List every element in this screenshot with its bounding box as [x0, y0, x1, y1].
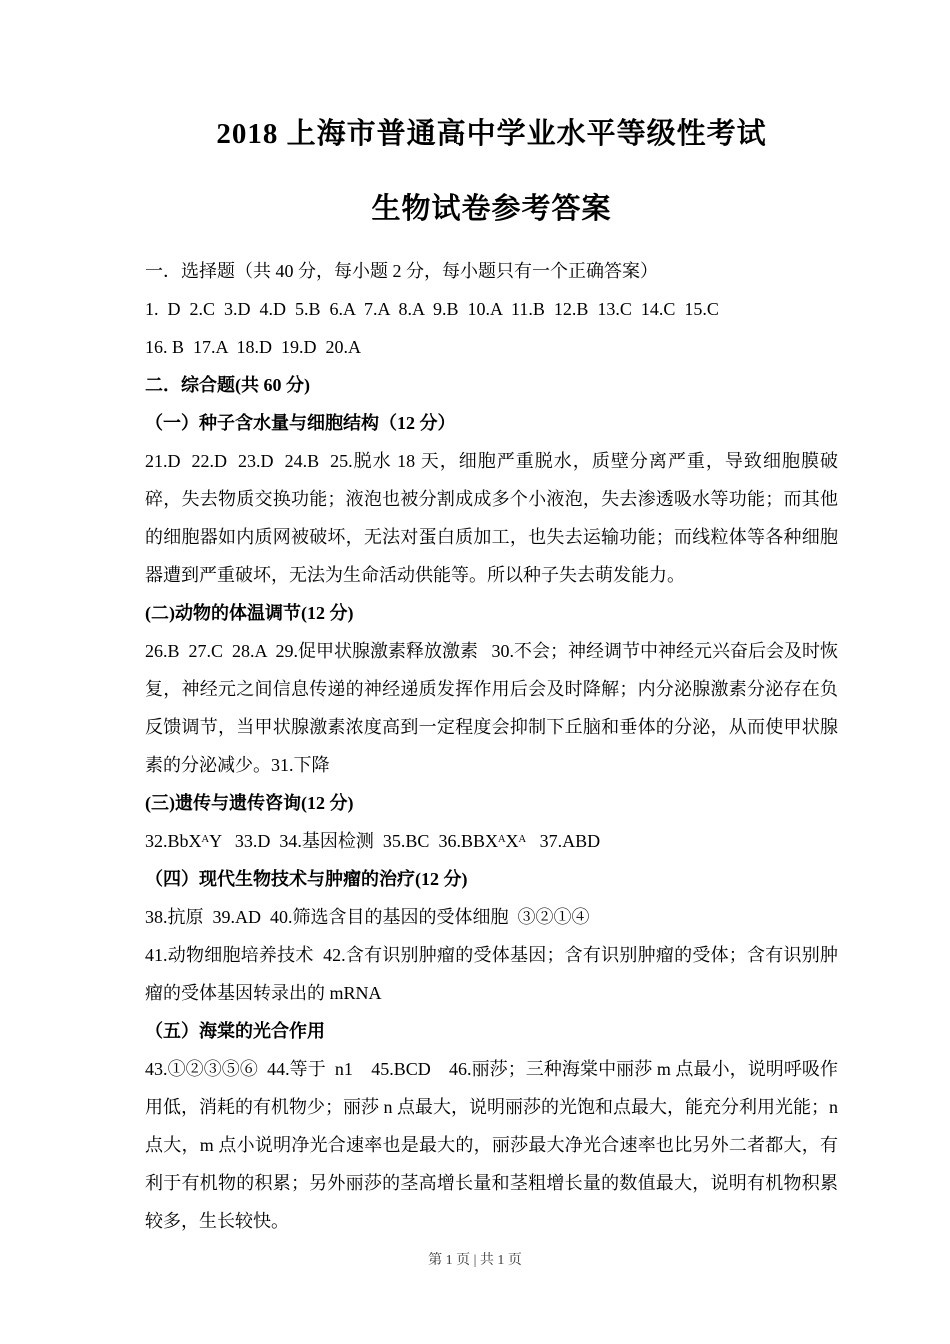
part4-heading: （四）现代生物技术与肿瘤的治疗(12 分): [145, 869, 468, 889]
part4-answers-line1: 38.抗原 39.AD 40.筛选含目的基因的受体细胞 ③②①④: [145, 907, 590, 927]
choice-answers-1-15: 1. D 2.C 3.D 4.D 5.B 6.A 7.A 8.A 9.B 10.A 11.B 12.B 13.C 14.C 15.C: [145, 299, 719, 319]
part5-answers: 43.①②③⑤⑥ 44.等于 n1 45.BCD 46.丽莎；三种海棠中丽莎 m 点最小，说明呼吸作用低，消耗的有机物少；丽莎 n 点最大，说明丽莎的光饱和点最大，能充分利用光能；n 点大，m 点小说明净光合速率也是最大的，丽莎最大净光合速率也比另外二者都大，有利于有机物的积累；另外丽莎的茎高增长量和茎粗增长量的数值最大，说明有机物积累较多，生长较快。: [145, 1059, 843, 1231]
choice-section-heading: 一．选择题（共 40 分，每小题 2 分，每小题只有一个正确答案）: [145, 261, 658, 281]
exam-title: 2018 上海市普通高中学业水平等级性考试: [216, 118, 767, 150]
part4-answers: 41.动物细胞培养技术 42.含有识别肿瘤的受体基因；含有识别肿瘤的受体；含有识别肿瘤的受体基因转录出的 mRNA: [145, 945, 838, 1003]
exam-subtitle: 生物试卷参考答案: [371, 193, 612, 225]
page-footer: 第 1 页 | 共 1 页: [428, 1253, 522, 1268]
document-content: [145, 110, 843, 1240]
part1-heading: （一）种子含水量与细胞结构（12 分）: [145, 413, 456, 433]
comprehensive-section-heading: 二．综合题(共 60 分): [145, 375, 310, 395]
part5-heading: （五）海棠的光合作用: [145, 1021, 325, 1041]
part3-answers: 32.BbXᴬY 33.D 34.基因检测 35.BC 36.BBXᴬXᴬ 37.ABD: [145, 831, 601, 851]
part3-heading: (三)遗传与遗传咨询(12 分): [145, 793, 354, 813]
part2-answers: 26.B 27.C 28.A 29.促甲状腺激素释放激素 30.不会；神经调节中神经元兴奋后会及时恢复，神经元之间信息传递的神经递质发挥作用后会及时降解；内分泌腺激素分泌存在负反馈调节，当甲状腺激素浓度高到一定程度会抑制下丘脑和垂体的分泌，从而使甲状腺素的分泌减少。31.下降: [145, 641, 839, 775]
choice-answers-16-20: 16. B 17.A 18.D 19.D 20.A: [145, 337, 362, 357]
part2-heading: (二)动物的体温调节(12 分): [145, 603, 354, 623]
part1-answers: 21.D 22.D 23.D 24.B 25.脱水 18 天，细胞严重脱水，质壁分离严重，导致细胞膜破碎，失去物质交换功能；液泡也被分割成成多个小液泡，失去渗透吸水等功能；而其他的细胞器如内质网被破坏，无法对蛋白质加工，也失去运输功能；而线粒体等各种细胞器遭到严重破坏，无法为生命活动供能等。所以种子失去萌发能力。: [145, 451, 838, 585]
